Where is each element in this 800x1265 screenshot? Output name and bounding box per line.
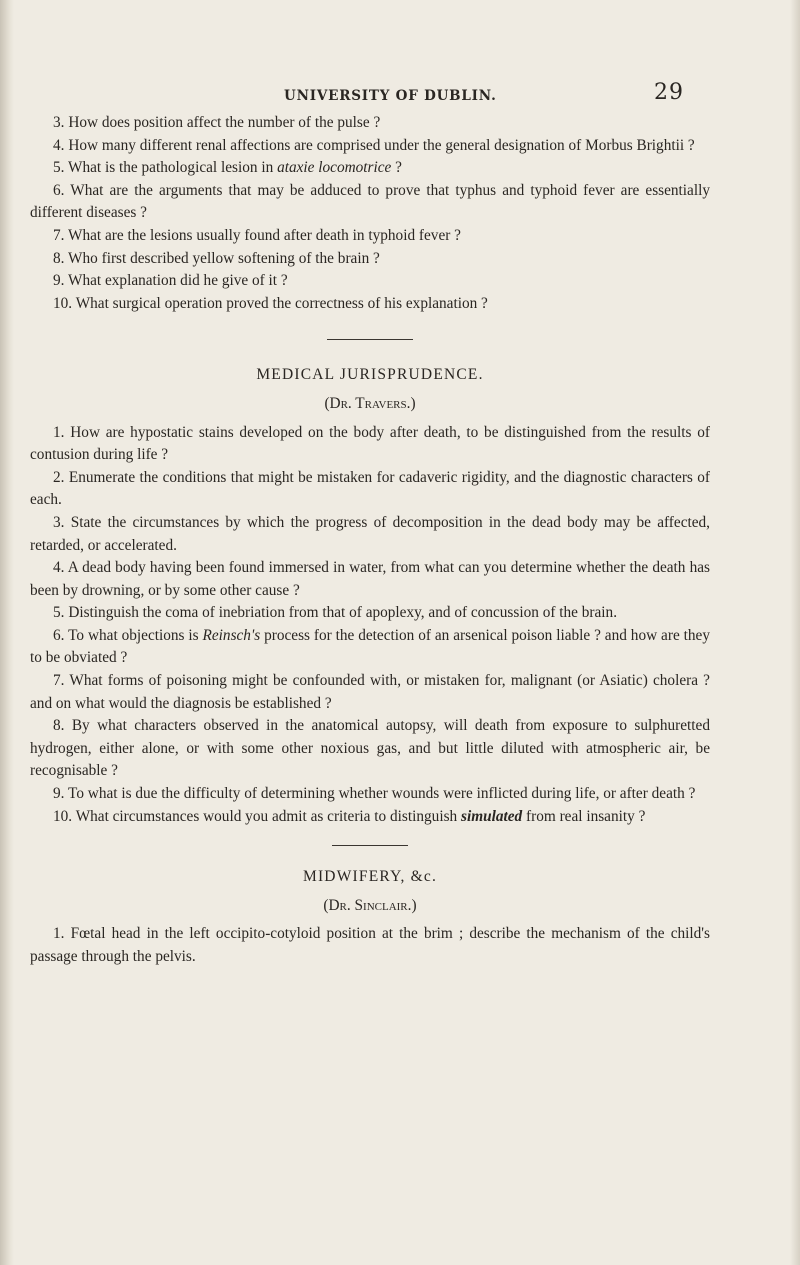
question: 6. To what objections is Reinsch's process for the detection of an arsenical poison liable ? and how are they to be obviated ?: [30, 626, 710, 667]
section-divider: [327, 339, 413, 340]
question: 8. By what characters observed in the anatomical autopsy, will death from exposure to sulphuretted hydrogen, either alone, or with some other noxious gas, and but little diluted with atmospheric air, be recognisable ?: [30, 717, 710, 780]
question: 2. Enumerate the conditions that might be mistaken for cadaveric rigidity, and the diagnostic characters of each.: [30, 468, 711, 509]
question: 3. How does position affect the number of the pulse ?: [53, 114, 381, 131]
question: 4. How many different renal affections are comprised under the general designation of Morbus Brightii ?: [53, 136, 695, 154]
question: 7. What forms of poisoning might be confounded with, or mistaken for, malignant (or Asiatic) cholera ? and on what would the diagnosis be established ?: [30, 672, 710, 712]
question: 5. What is the pathological lesion in ataxie locomotrice ?: [53, 159, 402, 177]
question: 10. What circumstances would you admit as criteria to distinguish simulated from real insanity ?: [53, 807, 646, 825]
question: 8. Who first described yellow softening of the brain ?: [53, 249, 380, 267]
page-binding-edge: [0, 0, 14, 1265]
question: 10. What surgical operation proved the correctness of his explanation ?: [53, 294, 488, 312]
page-body: [30, 112, 710, 969]
section-heading-medical-jurisprudence: MEDICAL JURISPRUDENCE.: [256, 366, 484, 384]
section-divider: [332, 845, 408, 846]
previous-section-questions: [30, 112, 710, 315]
question: 7. What are the lesions usually found after death in typhoid fever ?: [53, 226, 461, 244]
examiner-name: (Dr. Travers.): [324, 394, 416, 412]
question: 9. To what is due the difficulty of determining whether wounds were inflicted during life, or after death ?: [53, 785, 696, 803]
medical-jurisprudence-questions: [30, 422, 710, 829]
examiner-name: (Dr. Sinclair.): [323, 896, 417, 914]
question: 1. Fœtal head in the left occipito-cotyloid position at the brim ; describe the mechanism of the child's passage through the pelvis.: [30, 925, 710, 965]
question: 3. State the circumstances by which the progress of decomposition in the dead body may be affected, retarded, or accelerated.: [30, 513, 710, 554]
section-heading-midwifery: MIDWIFERY, &c.: [302, 868, 438, 886]
question: 9. What explanation did he give of it ?: [53, 272, 288, 290]
question: 1. How are hypostatic stains developed on the body after death, to be distinguished from the results of contusion during life ?: [30, 423, 710, 464]
question: 5. Distinguish the coma of inebriation from that of apoplexy, and of concussion of the brain.: [53, 604, 618, 622]
running-title: UNIVERSITY OF DUBLIN.: [284, 88, 497, 104]
question: 6. What are the arguments that may be adduced to prove that typhus and typhoid fever are essentially different diseases ?: [30, 181, 710, 222]
midwifery-questions: [30, 923, 710, 968]
page-number: 29: [654, 80, 684, 105]
page-right-edge: [790, 0, 800, 1265]
question: 4. A dead body having been found immersed in water, from what can you determine whether the death has been by drowning, or by some other cause ?: [30, 559, 710, 599]
